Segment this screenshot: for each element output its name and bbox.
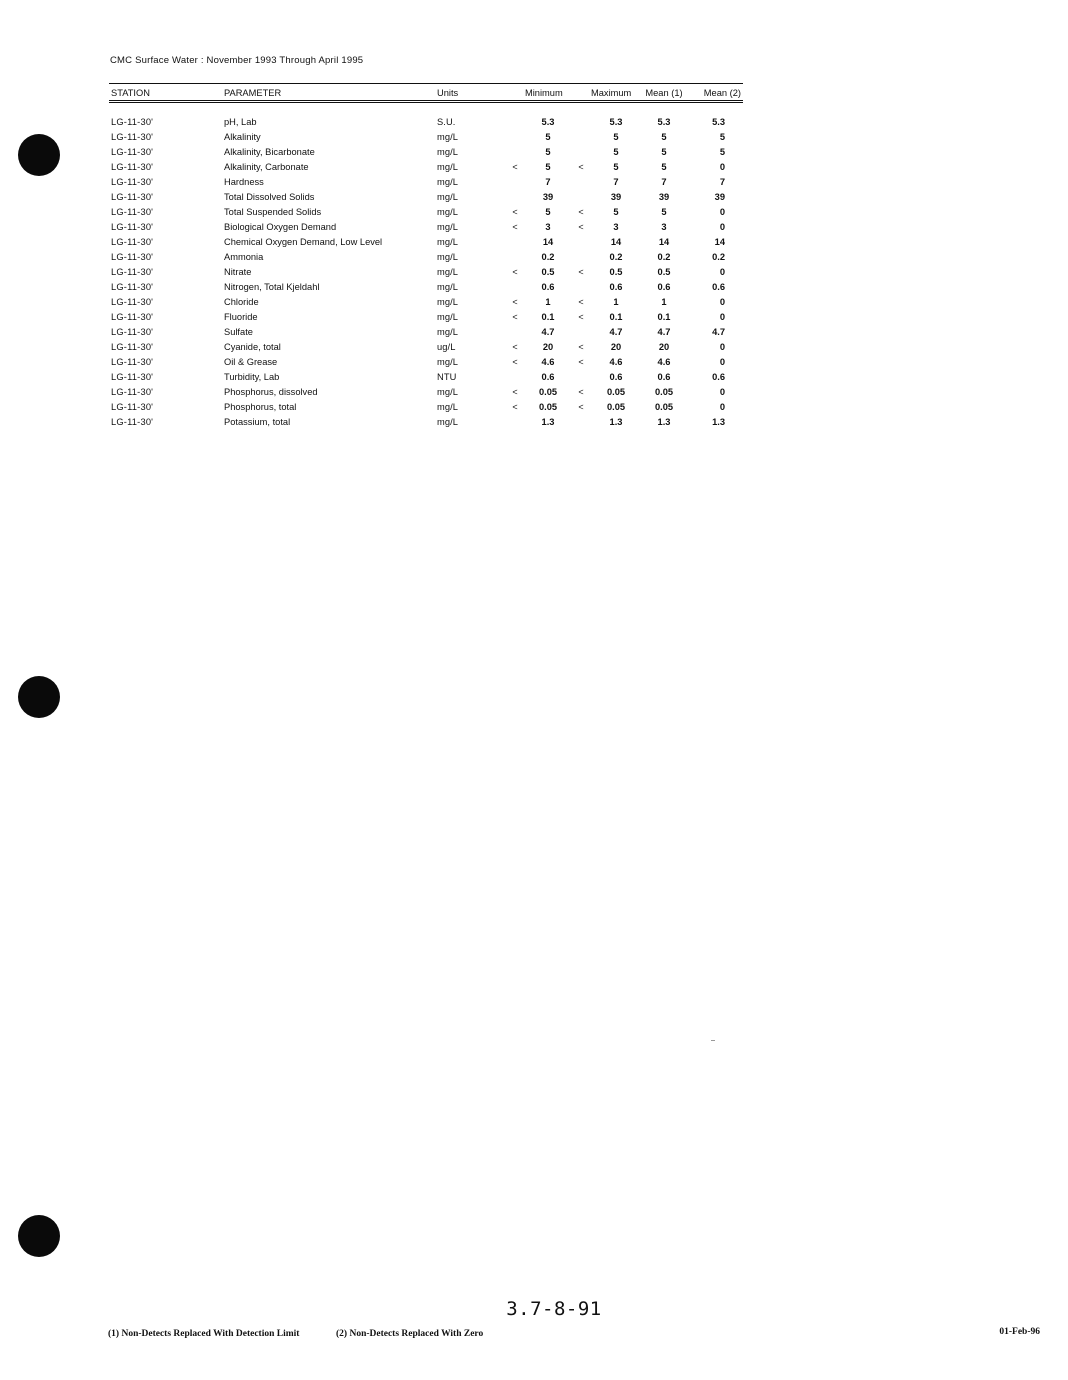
parameter-cell: Nitrate	[224, 267, 252, 277]
mean1-cell: 5	[661, 207, 667, 217]
minimum-cell: 0.1	[541, 312, 555, 322]
maximum-cell: 0.1	[609, 312, 623, 322]
minimum-flag-cell: <	[512, 387, 518, 397]
mean1-cell: 0.05	[654, 402, 674, 412]
table-row	[109, 175, 743, 190]
table-row	[109, 160, 743, 175]
footnote-detection-limit: (1) Non-Detects Replaced With Detection Limit	[108, 1329, 300, 1339]
maximum-cell: 4.7	[609, 327, 623, 337]
units-cell: mg/L	[437, 132, 459, 142]
mean2-cell: 5	[719, 132, 725, 142]
table-row	[109, 340, 743, 355]
table-row	[109, 205, 743, 220]
column-header-units: Units	[435, 84, 505, 102]
units-cell: mg/L	[437, 357, 459, 367]
minimum-flag-cell: <	[512, 267, 518, 277]
parameter-cell: Potassium, total	[224, 417, 291, 427]
page-number: 3.7-8-91	[506, 1298, 602, 1320]
minimum-flag-cell	[505, 190, 525, 205]
mean2-cell: 0	[719, 267, 725, 277]
table-row	[109, 280, 743, 295]
minimum-flag-cell	[505, 415, 525, 430]
units-cell: mg/L	[437, 267, 459, 277]
binder-hole-bottom	[18, 1215, 60, 1257]
column-header-minimum: Minimum	[505, 84, 591, 102]
table-row	[109, 370, 743, 385]
mean1-cell: 5.3	[657, 117, 671, 127]
units-cell: mg/L	[437, 327, 459, 337]
maximum-flag-cell	[571, 145, 591, 160]
table-row	[109, 220, 743, 235]
parameter-cell: Alkalinity, Bicarbonate	[224, 147, 315, 157]
units-cell: S.U.	[437, 117, 456, 127]
mean1-cell: 7	[661, 177, 667, 187]
scan-speck	[711, 1040, 715, 1041]
maximum-cell: 5.3	[609, 117, 623, 127]
station-cell: LG-11-30'	[111, 147, 154, 157]
parameter-cell: Total Suspended Solids	[224, 207, 322, 217]
station-cell: LG-11-30'	[111, 312, 154, 322]
table-row	[109, 235, 743, 250]
station-cell: LG-11-30'	[111, 177, 154, 187]
maximum-cell: 5	[613, 207, 619, 217]
maximum-flag-cell: <	[578, 267, 584, 277]
parameter-cell: Turbidity, Lab	[224, 372, 280, 382]
parameter-cell: Cyanide, total	[224, 342, 281, 352]
units-cell: mg/L	[437, 312, 459, 322]
mean1-cell: 0.5	[657, 267, 671, 277]
mean1-cell: 0.2	[657, 252, 671, 262]
mean1-cell: 39	[658, 192, 670, 202]
units-cell: mg/L	[437, 147, 459, 157]
units-cell: ug/L	[437, 342, 456, 352]
minimum-flag-cell: <	[512, 402, 518, 412]
station-cell: LG-11-30'	[111, 297, 154, 307]
mean2-cell: 0	[719, 297, 725, 307]
units-cell: mg/L	[437, 252, 459, 262]
maximum-flag-cell: <	[578, 222, 584, 232]
print-date: 01-Feb-96	[999, 1327, 1040, 1337]
minimum-cell: 5	[545, 132, 551, 142]
station-cell: LG-11-30'	[111, 192, 154, 202]
maximum-flag-cell: <	[578, 207, 584, 217]
mean2-cell: 7	[719, 177, 725, 187]
table-row	[109, 355, 743, 370]
minimum-cell: 1	[545, 297, 551, 307]
parameter-cell: Biological Oxygen Demand	[224, 222, 337, 232]
minimum-flag-cell	[505, 370, 525, 385]
minimum-cell: 39	[542, 192, 554, 202]
maximum-cell: 1.3	[609, 417, 623, 427]
minimum-cell: 0.2	[541, 252, 555, 262]
column-header-parameter: PARAMETER	[222, 84, 435, 102]
mean2-cell: 0	[719, 222, 725, 232]
minimum-flag-cell	[505, 175, 525, 190]
table-row	[109, 115, 743, 130]
station-cell: LG-11-30'	[111, 222, 154, 232]
maximum-flag-cell	[571, 250, 591, 265]
mean1-cell: 4.7	[657, 327, 671, 337]
mean1-cell: 1.3	[657, 417, 671, 427]
mean2-cell: 14	[714, 237, 725, 247]
mean1-cell: 0.05	[654, 387, 674, 397]
minimum-flag-cell	[505, 325, 525, 340]
maximum-cell: 4.6	[609, 357, 623, 367]
units-cell: mg/L	[437, 192, 459, 202]
maximum-cell: 7	[613, 177, 619, 187]
maximum-cell: 0.2	[609, 252, 623, 262]
units-cell: NTU	[437, 372, 457, 382]
mean1-cell: 20	[658, 342, 670, 352]
mean2-cell: 0	[719, 342, 725, 352]
maximum-cell: 0.6	[609, 282, 623, 292]
maximum-cell: 5	[613, 147, 619, 157]
minimum-cell: 0.6	[541, 372, 555, 382]
maximum-flag-cell	[571, 175, 591, 190]
maximum-cell: 0.6	[609, 372, 623, 382]
maximum-cell: 1	[613, 297, 619, 307]
table-row	[109, 190, 743, 205]
station-cell: LG-11-30'	[111, 237, 154, 247]
parameter-cell: Chloride	[224, 297, 259, 307]
mean1-cell: 14	[658, 237, 670, 247]
mean2-cell: 39	[714, 192, 725, 202]
mean2-cell: 0	[719, 207, 725, 217]
mean1-cell: 0.1	[657, 312, 671, 322]
maximum-cell: 0.05	[606, 387, 626, 397]
parameter-cell: Oil & Grease	[224, 357, 278, 367]
station-cell: LG-11-30'	[111, 132, 154, 142]
parameter-cell: Alkalinity, Carbonate	[224, 162, 309, 172]
table-header-row	[109, 84, 743, 102]
minimum-flag-cell: <	[512, 207, 518, 217]
mean1-cell: 5	[661, 147, 667, 157]
maximum-flag-cell	[571, 280, 591, 295]
units-cell: mg/L	[437, 222, 459, 232]
parameter-cell: Sulfate	[224, 327, 253, 337]
minimum-cell: 5	[545, 207, 551, 217]
column-header-station: STATION	[109, 84, 222, 102]
binder-hole-top	[18, 134, 60, 176]
parameter-cell: Chemical Oxygen Demand, Low Level	[224, 237, 383, 247]
maximum-flag-cell	[571, 190, 591, 205]
maximum-cell: 0.5	[609, 267, 623, 277]
station-cell: LG-11-30'	[111, 162, 154, 172]
table-row	[109, 295, 743, 310]
minimum-flag-cell: <	[512, 162, 518, 172]
minimum-cell: 5	[545, 162, 551, 172]
station-cell: LG-11-30'	[111, 252, 154, 262]
minimum-flag-cell: <	[512, 357, 518, 367]
table-row	[109, 400, 743, 415]
minimum-flag-cell: <	[512, 342, 518, 352]
maximum-flag-cell: <	[578, 312, 584, 322]
table-row	[109, 325, 743, 340]
minimum-flag-cell	[505, 145, 525, 160]
maximum-flag-cell: <	[578, 162, 584, 172]
maximum-flag-cell	[571, 130, 591, 145]
minimum-cell: 3	[545, 222, 551, 232]
minimum-cell: 4.7	[541, 327, 555, 337]
minimum-cell: 5.3	[541, 117, 555, 127]
units-cell: mg/L	[437, 237, 459, 247]
minimum-flag-cell	[505, 280, 525, 295]
units-cell: mg/L	[437, 387, 459, 397]
maximum-cell: 39	[610, 192, 622, 202]
station-cell: LG-11-30'	[111, 372, 154, 382]
minimum-cell: 1.3	[541, 417, 555, 427]
maximum-cell: 14	[610, 237, 622, 247]
minimum-flag-cell	[505, 130, 525, 145]
units-cell: mg/L	[437, 177, 459, 187]
table-row	[109, 265, 743, 280]
table-row	[109, 250, 743, 265]
minimum-flag-cell	[505, 235, 525, 250]
maximum-flag-cell: <	[578, 297, 584, 307]
parameter-cell: Ammonia	[224, 252, 264, 262]
units-cell: mg/L	[437, 162, 459, 172]
mean1-cell: 0.6	[657, 372, 671, 382]
minimum-flag-cell: <	[512, 222, 518, 232]
parameter-cell: Nitrogen, Total Kjeldahl	[224, 282, 320, 292]
column-header-mean1: Mean (1)	[641, 84, 687, 102]
mean1-cell: 1	[661, 297, 667, 307]
units-cell: mg/L	[437, 282, 459, 292]
minimum-cell: 0.05	[538, 402, 558, 412]
mean2-cell: 4.7	[712, 327, 725, 337]
maximum-flag-cell: <	[578, 387, 584, 397]
table-row	[109, 145, 743, 160]
minimum-flag-cell: <	[512, 312, 518, 322]
water-quality-table	[109, 83, 743, 430]
units-cell: mg/L	[437, 207, 459, 217]
mean1-cell: 5	[661, 162, 667, 172]
table-row	[109, 385, 743, 400]
parameter-cell: pH, Lab	[224, 117, 257, 127]
maximum-cell: 20	[610, 342, 622, 352]
units-cell: mg/L	[437, 417, 459, 427]
mean2-cell: 0	[719, 357, 725, 367]
mean2-cell: 0.6	[712, 372, 725, 382]
maximum-cell: 3	[613, 222, 619, 232]
parameter-cell: Fluoride	[224, 312, 258, 322]
maximum-cell: 0.05	[606, 402, 626, 412]
column-header-maximum: Maximum	[591, 84, 641, 102]
mean2-cell: 0	[719, 312, 725, 322]
minimum-cell: 0.6	[541, 282, 555, 292]
station-cell: LG-11-30'	[111, 417, 154, 427]
mean1-cell: 5	[661, 132, 667, 142]
station-cell: LG-11-30'	[111, 342, 154, 352]
maximum-cell: 5	[613, 132, 619, 142]
mean2-cell: 5.3	[712, 117, 725, 127]
minimum-cell: 0.5	[541, 267, 555, 277]
station-cell: LG-11-30'	[111, 387, 154, 397]
minimum-flag-cell	[505, 115, 525, 130]
mean1-cell: 3	[661, 222, 667, 232]
maximum-flag-cell	[571, 235, 591, 250]
table-row	[109, 130, 743, 145]
maximum-flag-cell	[571, 115, 591, 130]
table-row	[109, 415, 743, 430]
column-header-mean2: Mean (2)	[687, 84, 743, 102]
parameter-cell: Phosphorus, dissolved	[224, 387, 318, 397]
minimum-cell: 0.05	[538, 387, 558, 397]
maximum-flag-cell	[571, 415, 591, 430]
parameter-cell: Total Dissolved Solids	[224, 192, 315, 202]
station-cell: LG-11-30'	[111, 357, 154, 367]
mean2-cell: 0	[719, 387, 725, 397]
minimum-cell: 14	[542, 237, 554, 247]
parameter-cell: Alkalinity	[224, 132, 261, 142]
mean1-cell: 4.6	[657, 357, 671, 367]
maximum-flag-cell: <	[578, 357, 584, 367]
maximum-flag-cell: <	[578, 342, 584, 352]
station-cell: LG-11-30'	[111, 117, 154, 127]
parameter-cell: Hardness	[224, 177, 264, 187]
minimum-cell: 4.6	[541, 357, 555, 367]
mean2-cell: 0.6	[712, 282, 725, 292]
station-cell: LG-11-30'	[111, 207, 154, 217]
footnote-zero: (2) Non-Detects Replaced With Zero	[336, 1329, 484, 1339]
mean2-cell: 5	[719, 147, 725, 157]
maximum-flag-cell	[571, 325, 591, 340]
binder-hole-middle	[18, 676, 60, 718]
maximum-flag-cell: <	[578, 402, 584, 412]
parameter-cell: Phosphorus, total	[224, 402, 297, 412]
station-cell: LG-11-30'	[111, 327, 154, 337]
station-cell: LG-11-30'	[111, 402, 154, 412]
minimum-flag-cell: <	[512, 297, 518, 307]
station-cell: LG-11-30'	[111, 282, 154, 292]
units-cell: mg/L	[437, 297, 459, 307]
maximum-cell: 5	[613, 162, 619, 172]
minimum-cell: 7	[545, 177, 551, 187]
mean2-cell: 0	[719, 162, 725, 172]
maximum-flag-cell	[571, 370, 591, 385]
table-row	[109, 310, 743, 325]
mean2-cell: 0.2	[712, 252, 725, 262]
document-title: CMC Surface Water : November 1993 Through April 1995	[110, 55, 364, 66]
units-cell: mg/L	[437, 402, 459, 412]
mean1-cell: 0.6	[657, 282, 671, 292]
minimum-cell: 5	[545, 147, 551, 157]
mean2-cell: 1.3	[712, 417, 725, 427]
station-cell: LG-11-30'	[111, 267, 154, 277]
minimum-flag-cell	[505, 250, 525, 265]
minimum-cell: 20	[542, 342, 554, 352]
mean2-cell: 0	[719, 402, 725, 412]
